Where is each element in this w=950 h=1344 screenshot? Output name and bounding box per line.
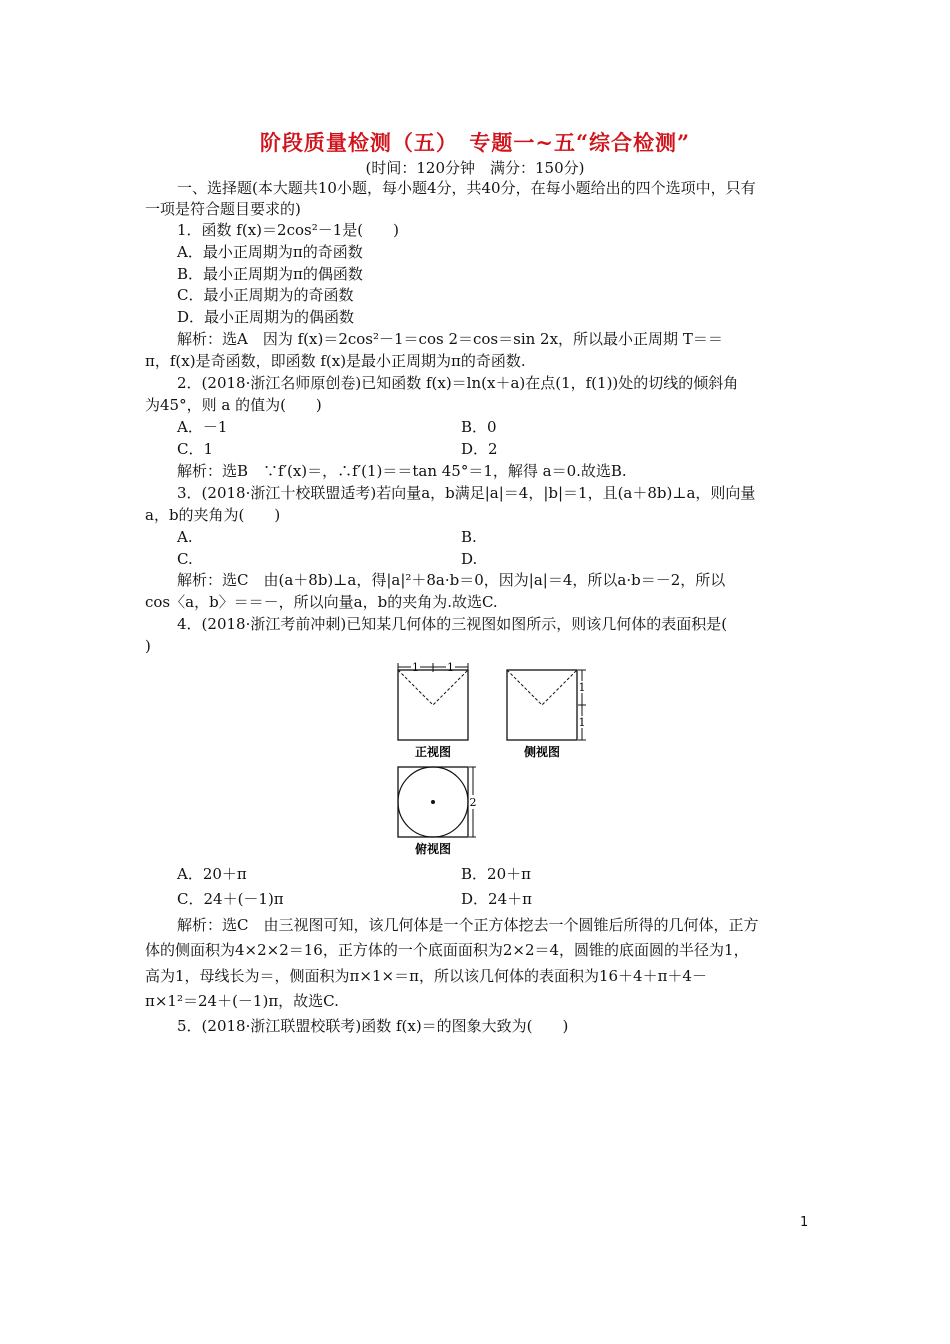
text-line: 一项是符合题目要求的) xyxy=(145,200,301,218)
text-line: B．20＋π xyxy=(461,865,531,883)
top-view-label: 俯视图 xyxy=(414,842,452,856)
text-line: C. xyxy=(177,550,193,568)
exam-subtitle: (时间：120分钟 满分：150分) xyxy=(365,159,585,177)
page-number: 1 xyxy=(800,1215,809,1230)
text-line: 为45°，则 a 的值为( ) xyxy=(145,396,322,414)
text-line: A．－1 xyxy=(177,418,228,436)
text-line: A. xyxy=(177,528,193,546)
text-line: 3．(2018·浙江十校联盟适考)若向量a，b满足|a|＝4，|b|＝1，且(a＋8b)⊥a，则向量 xyxy=(177,484,756,502)
text-line: 4．(2018·浙江考前冲刺)已知某几何体的三视图如图所示，则该几何体的表面积是( xyxy=(177,615,728,633)
text-line: 解析：选C 由三视图可知，该几何体是一个正方体挖去一个圆锥后所得的几何体，正方 xyxy=(177,916,759,934)
text-line: B．最小正周期为π的偶函数 xyxy=(177,265,363,283)
page-title: 阶段质量检测（五） 专题一~五“综合检测” xyxy=(259,130,691,155)
text-line: A．20＋π xyxy=(177,865,247,883)
top-view xyxy=(398,767,477,856)
text-line: 解析：选B ∵f′(x)＝，∴f′(1)＝＝tan 45°＝1，解得 a＝0.故选B. xyxy=(177,462,627,480)
front-view-label: 正视图 xyxy=(414,745,452,759)
front-view xyxy=(398,661,468,759)
text-line: D．2 xyxy=(461,440,498,458)
text-line: 解析：选A 因为 f(x)＝2cos²－1＝cos 2＝cos＝sin 2x，所以最小正周期 T＝＝ xyxy=(177,330,723,348)
text-line: D．24＋π xyxy=(461,890,532,908)
text-line: 体的侧面积为4×2×2＝16，正方体的一个底面面积为2×2＝4，圆锥的底面圆的半径为1， xyxy=(145,941,749,959)
text-line: C．1 xyxy=(177,440,214,458)
side-dim-top: 1 xyxy=(578,681,586,694)
top-dim: 2 xyxy=(469,796,477,809)
text-line: π，f(x)是奇函数，即函数 f(x)是最小正周期为π的奇函数. xyxy=(145,352,526,370)
text-line: A．最小正周期为π的奇函数 xyxy=(177,243,363,261)
text-line: cos〈a，b〉＝＝－，所以向量a，b的夹角为.故选C. xyxy=(145,593,498,611)
side-view xyxy=(507,670,586,759)
text-line: 一、选择题(本大题共10小题，每小题4分，共40分，在每小题给出的四个选项中，只有 xyxy=(177,179,756,197)
side-view-label: 侧视图 xyxy=(523,745,561,759)
text-line: 1．函数 f(x)＝2cos²－1是( ) xyxy=(177,221,399,239)
text-line: C．最小正周期为的奇函数 xyxy=(177,286,354,304)
text-line: 2．(2018·浙江名师原创卷)已知函数 f(x)＝ln(x＋a)在点(1，f(1))处的切线的倾斜角 xyxy=(177,374,739,392)
text-line: B．0 xyxy=(461,418,497,436)
text-line: π×1²＝24＋(－1)π，故选C. xyxy=(145,992,339,1010)
text-line: 解析：选C 由(a＋8b)⊥a，得|a|²＋8a·b＝0，因为|a|＝4，所以a·b＝－2，所以 xyxy=(177,571,726,589)
side-dim-bottom: 1 xyxy=(578,716,586,729)
text-line: 高为1，母线长为＝，侧面积为π×1×＝π，所以该几何体的表面积为16＋4＋π＋4－ xyxy=(145,967,707,985)
three-view-figure xyxy=(396,660,596,860)
front-dim-left: 1 xyxy=(412,661,419,674)
text-line: C．24＋(－1)π xyxy=(177,890,284,908)
text-line: D．最小正周期为的偶函数 xyxy=(177,308,355,326)
front-dim-right: 1 xyxy=(447,661,454,674)
text-line: ) xyxy=(145,637,151,655)
text-line: 5．(2018·浙江联盟校联考)函数 f(x)＝的图象大致为( ) xyxy=(177,1017,569,1035)
text-line: a，b的夹角为( ) xyxy=(145,506,281,524)
text-line: B. xyxy=(461,528,477,546)
text-line: D. xyxy=(461,550,478,568)
